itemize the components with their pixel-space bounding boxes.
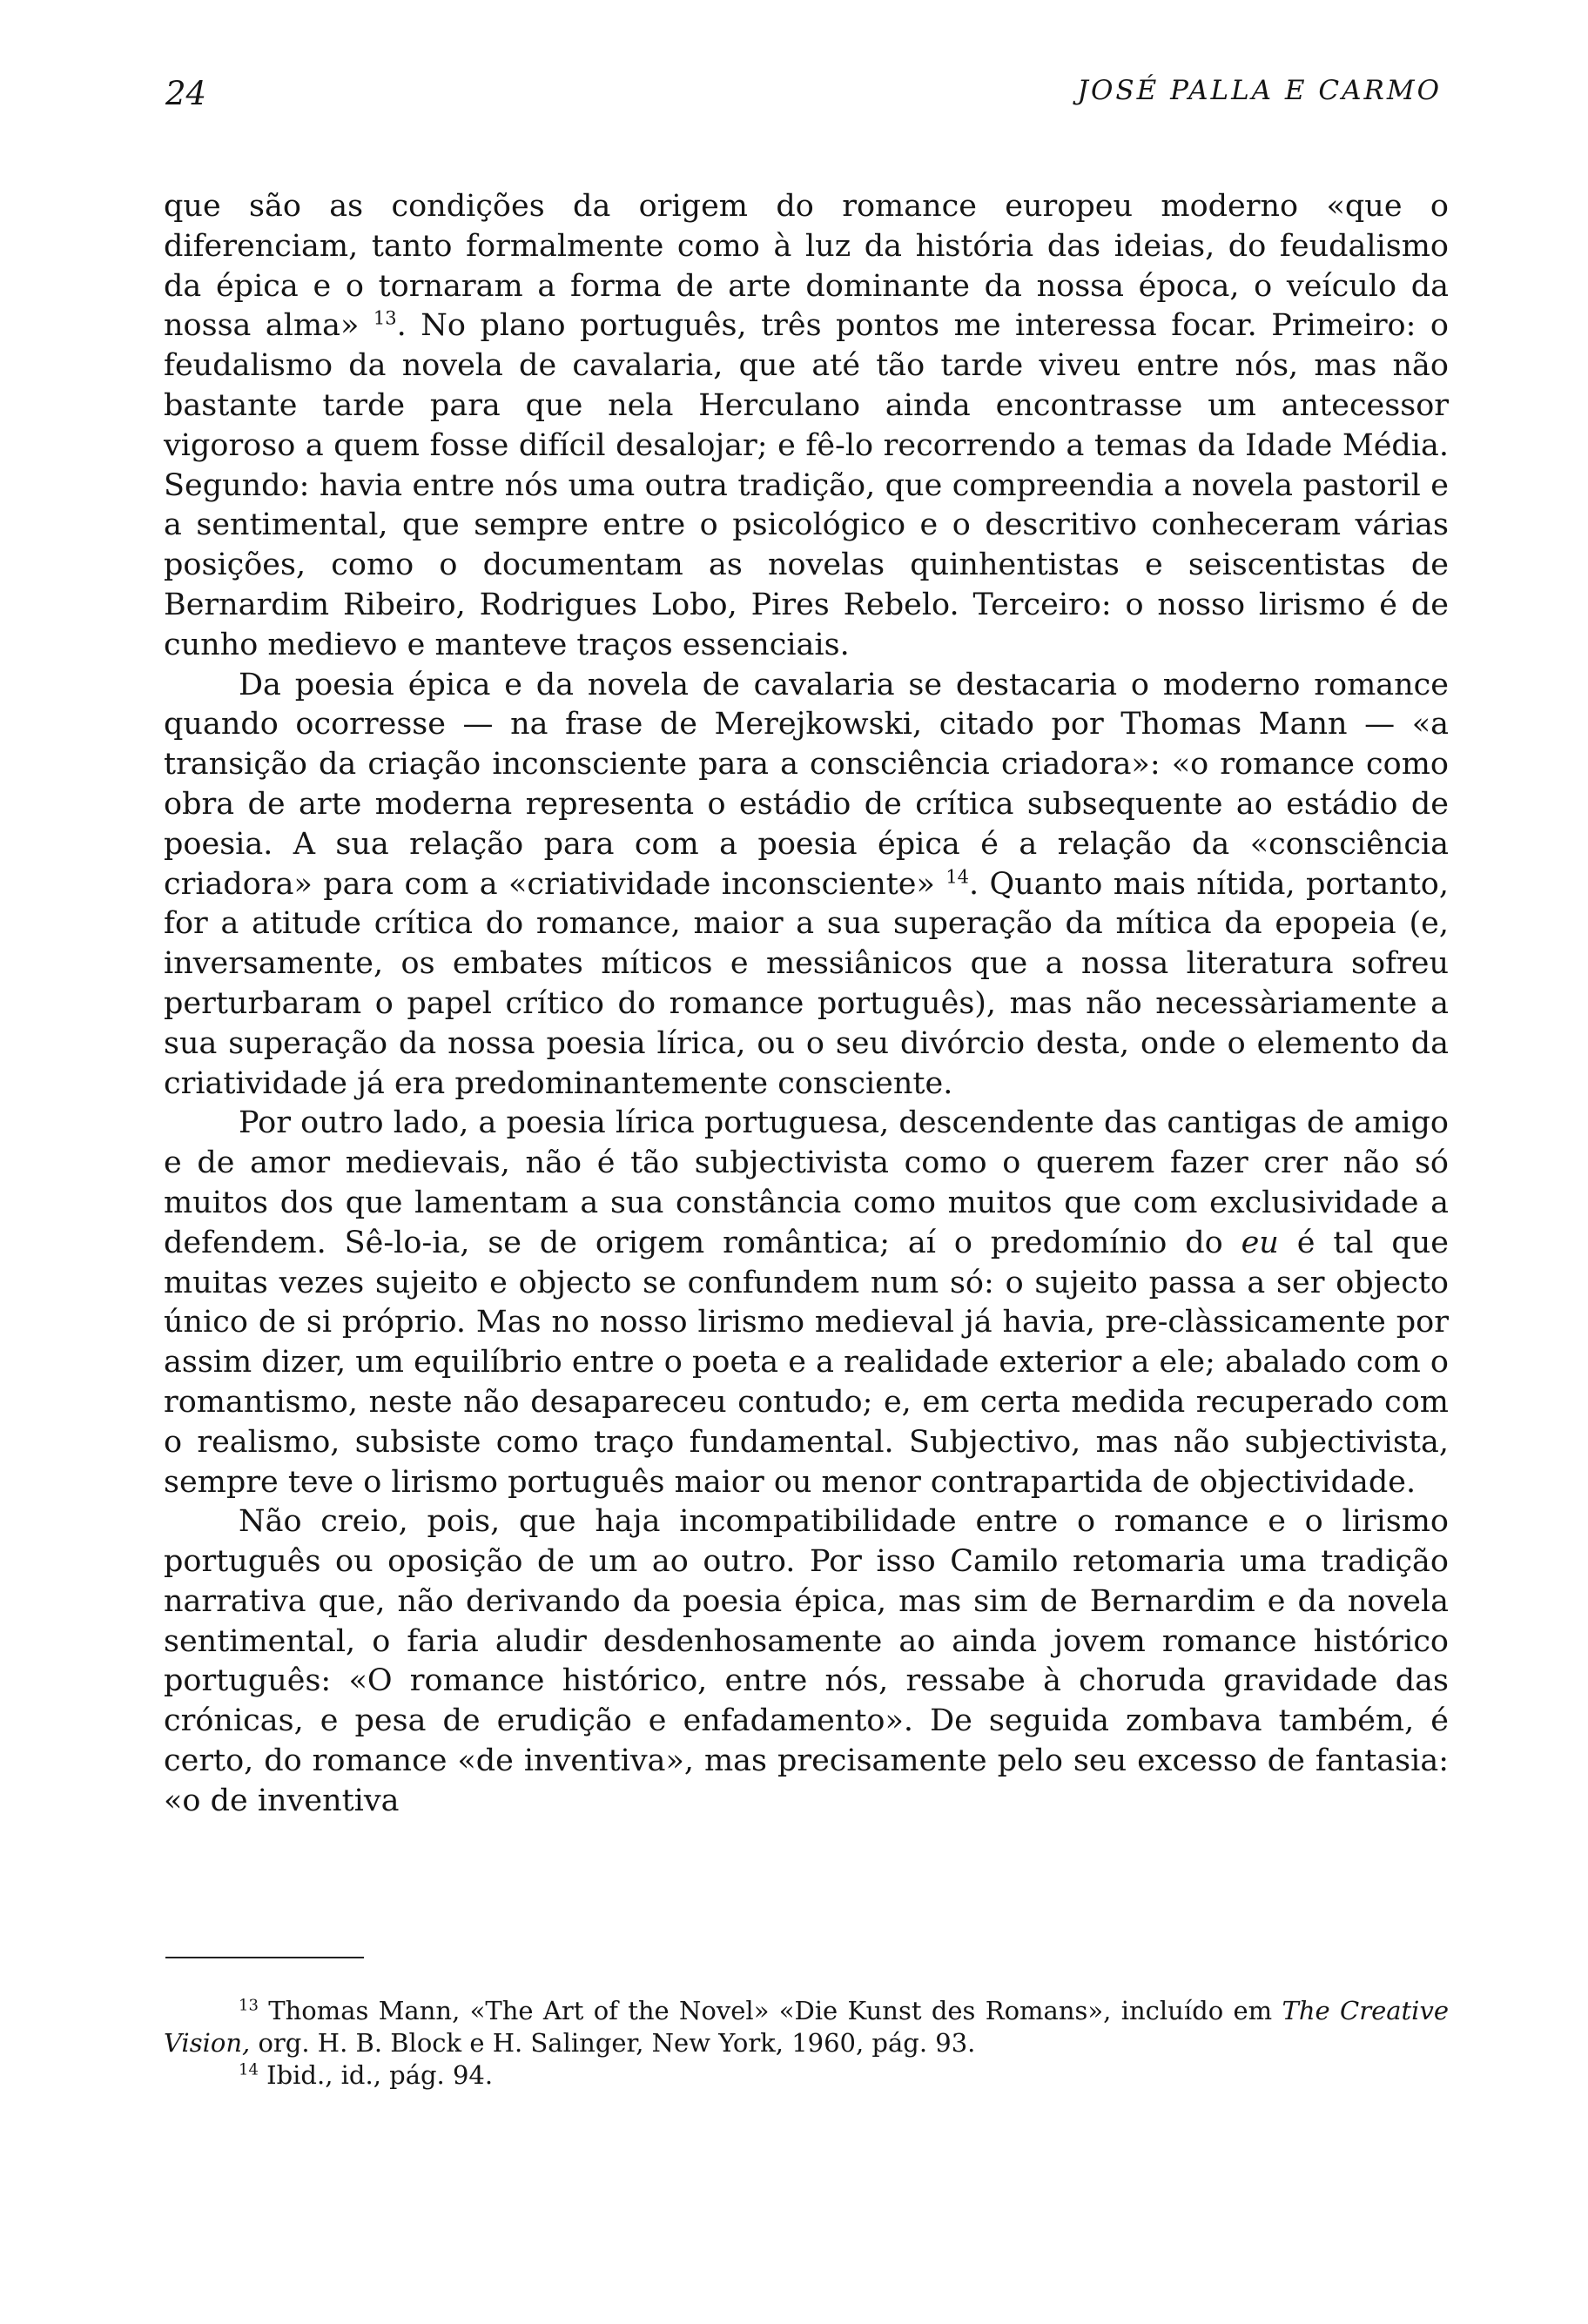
footnote-ref-13[interactable]: 13 [373, 307, 397, 329]
running-head: JOSÉ PALLA E CARMO [1077, 75, 1442, 106]
paragraph-text: é tal que muitas vezes sujeito e objecto se confundem num só: o sujeito passa a ser objecto único de si próprio. Mas no nosso lirismo medieval já havia, pre-clàssicamente por assim dizer, um equilíbrio entre o poeta e a realidade exterior a ele; abalado com o romantismo, neste não desapareceu contudo; e, em certa medida recuperado com o realismo, subsiste como traço fundamental. Subjectivo, mas não subjectivista, sempre teve o lirismo português maior ou menor contrapartida de objectividade. [164, 1225, 1449, 1500]
paragraph-4 [164, 1502, 1449, 1821]
footnote-number: 14 [239, 2060, 259, 2079]
paragraph-2 [164, 666, 1449, 1105]
page-number: 24 [165, 75, 207, 112]
paragraph-text: Da poesia épica e da novela de cavalaria se destacaria o moderno romance quando ocorresse — na frase de Merejkowski, citado por Thomas Mann — «a transição da criação inconsciente para a consciência criadora»: «o romance como obra de arte moderna representa o estádio de crítica subsequente ao estádio de poesia. A sua relação para com a poesia épica é a relação da «consciência criadora» para com a «criatividade inconsciente» [164, 667, 1449, 902]
paragraph-text: Por outro lado, a poesia lírica portuguesa, descendente das cantigas de amigo e de amor medievais, não é tão subjectivista como o querem fazer crer não só muitos dos que lamentam a sua constância como muitos que com exclusividade a defendem. Sê-lo-ia, se de origem romântica; aí o predomínio do [164, 1105, 1449, 1260]
footnote-title: The Creative Vision, [164, 1996, 1449, 2058]
body-text [164, 187, 1449, 1822]
footnote-text: Ibid., id., pág. 94. [266, 2060, 494, 2090]
paragraph-text: Não creio, pois, que haja incompatibilidade entre o romance e o lirismo português ou oposição de um ao outro. Por isso Camilo retomaria uma tradição narrativa que, não derivando da poesia épica, mas sim de Bernardim e da novela sentimental, o faria aludir desdenhosamente ao ainda jovem romance histórico português: «O romance histórico, entre nós, ressabe à choruda gravidade das crónicas, e pesa de erudição e enfadamento». De seguida zombava também, é certo, do romance «de inventiva», mas precisamente pelo seu excesso de fantasia: «o de inventiva [164, 1504, 1449, 1818]
footnote-13 [164, 1995, 1449, 2059]
footnote-ref-14[interactable]: 14 [945, 865, 970, 887]
footnote-number: 13 [239, 1996, 259, 2015]
footnote-text: Thomas Mann, «The Art of the Novel» «Die Kunst des Romans», incluído em [268, 1996, 1282, 2025]
paragraph-3 [164, 1104, 1449, 1502]
footnotes [164, 1995, 1449, 2092]
emphasis-eu: eu [1241, 1225, 1279, 1260]
page-header [0, 75, 1588, 118]
footnote-14 [164, 2059, 1449, 2092]
paragraph-1 [164, 187, 1449, 666]
paragraph-text: . Quanto mais nítida, portanto, for a atitude crítica do romance, maior a sua superação da mítica da epopeia (e, inversamente, os embates míticos e messiânicos que a nossa literatura sofreu perturbaram o papel crítico do romance português), mas não necessàriamente a sua superação da nossa poesia lírica, ou o seu divórcio desta, onde o elemento da criatividade já era predominantemente consciente. [164, 866, 1449, 1101]
paragraph-text: . No plano português, três pontos me interessa focar. Primeiro: o feudalismo da novela de cavalaria, que até tão tarde viveu entre nós, mas não bastante tarde para que nela Herculano ainda encontrasse um antecessor vigoroso a quem fosse difícil desalojar; e fê-lo recorrendo a temas da Idade Média. Segundo: havia entre nós uma outra tradição, que compreendia a novela pastoril e a sentimental, que sempre entre o psicológico e o descritivo conheceram várias posições, como o documentam as novelas quinhentistas e seiscentistas de Bernardim Ribeiro, Rodrigues Lobo, Pires Rebelo. Terceiro: o nosso lirismo é de cunho medievo e manteve traços essenciais. [164, 308, 1449, 662]
paragraph-text: que são as condições da origem do romance europeu moderno «que o diferenciam, tanto formalmente como à luz da história das ideias, do feudalismo da épica e o tornaram a forma de arte dominante da nossa época, o veículo da nossa alma» [164, 189, 1449, 344]
footnote-text: org. H. B. Block e H. Salinger, New York, 1960, pág. 93. [250, 2028, 976, 2058]
footnote-separator [165, 1957, 364, 1958]
